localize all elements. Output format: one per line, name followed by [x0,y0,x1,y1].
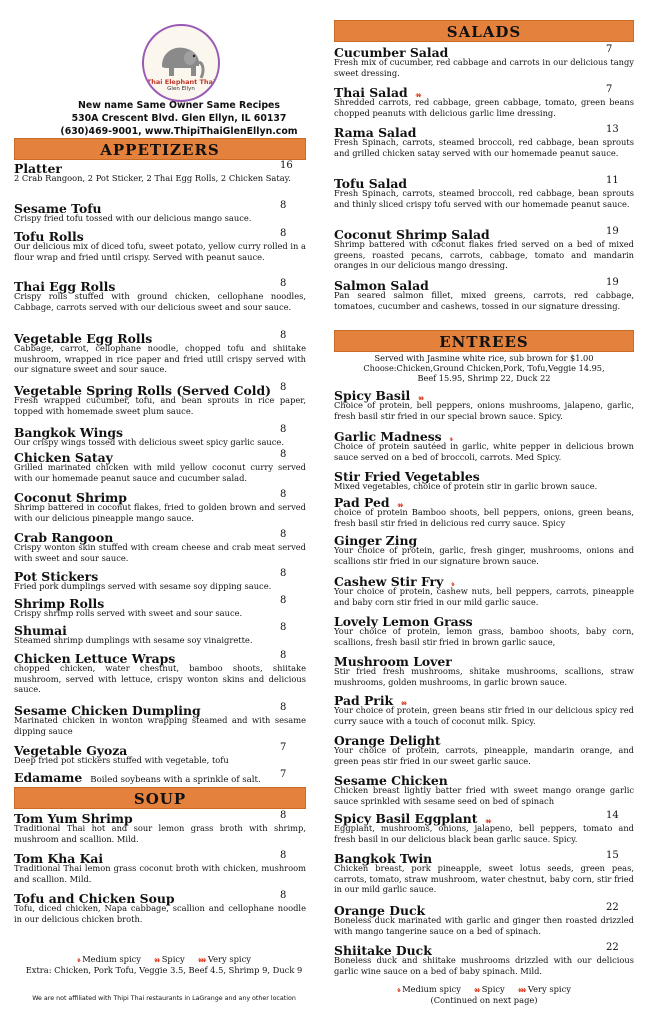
item-price: 8 [280,595,287,606]
salads-item [334,275,634,311]
entrees-item [334,651,634,687]
item-price: 8 [280,702,287,713]
item-description: Deep fried pot stickers stuffed with vegetable, tofu [14,755,229,765]
item-description: Crispy fried tofu tossed with our delicious mango sauce. [14,213,252,223]
entrees-spice-legend [334,984,634,995]
item-description: Marinated chicken in wonton wrapping steamed and with sesame dipping sauce [14,715,306,736]
entrees-item [334,611,634,647]
chili-pepper-icon: 𝓇𝓇 [154,954,160,964]
appetizers-item [14,740,306,766]
item-name: Coconut Shrimp [14,490,127,505]
appetizers-item [14,276,306,312]
item-description: Choice of protein, bell peppers, onions mushrooms, jalapeno, garlic, fresh basil stir fried in our special brown sauce. Spicy. [334,400,634,421]
item-description: Fresh mix of cucumber, red cabbage and carrots in our delicious tangy sweet dressing. [334,57,634,78]
item-name: Thai Egg Rolls [14,279,116,294]
item-name: Garlic Madness [334,429,442,444]
chili-pepper-icon: 𝓇 [449,433,453,443]
item-name: Cucumber Salad [334,45,449,60]
entrees-item [334,426,634,462]
item-name: Stir Fried Vegetables [334,469,480,484]
entrees-item [334,848,634,895]
item-name: Cashew Stir Fry [334,574,444,589]
chili-pepper-icon: 𝓇𝓇 [415,89,421,99]
item-name: Orange Delight [334,733,441,748]
item-description: Your choice of protein, lemon grass, bamboo shoots, baby corn, scallions, fresh basil stir fried in brown garlic sauce, [334,626,634,647]
chili-pepper-icon: 𝓇𝓇𝓇 [197,954,206,964]
item-name: Sesame Chicken Dumpling [14,703,201,718]
item-name: Sesame Tofu [14,201,102,216]
entrees-item [334,730,634,766]
entrees-item [334,385,634,421]
item-description: Boneless duck and shiitake mushrooms drizzled with our delicious garlic wine sauce on a bed of baby spinach. Mild. [334,955,634,976]
chili-pepper-icon: 𝓇 [77,954,80,964]
item-name: Thai Salad [334,85,408,100]
item-name: Vegetable Gyoza [14,743,128,758]
item-price: 13 [606,124,619,135]
item-name: Pad Prik [334,693,394,708]
item-name: Shiitake Duck [334,943,432,958]
chili-pepper-icon: 𝓇𝓇 [418,392,423,402]
item-description: Shredded carrots, red cabbage, green cabbage, tomato, green beans chopped peanuts with delicious garlic lime dressing. [334,97,634,118]
item-price: 22 [606,902,619,913]
item-description: Mixed vegetables, choice of protein stir in garlic brown sauce. [334,481,598,491]
soup-item [14,808,306,844]
item-description: Crispy wonton skin stuffed with cream cheese and crab meat served with sweet and sour sauce. [14,542,306,563]
chili-pepper-icon: 𝓇 [451,578,454,588]
item-description: Steamed shrimp dumplings with sesame soy vinaigrette. [14,635,253,645]
logo-subtext: Glen Ellyn [167,86,195,92]
item-description: Fresh wrapped cucumber, tofu, and bean sprouts in rice paper, topped with homemade sweet plum sauce. [14,395,306,416]
item-description: chopped chicken, water chestnut, bamboo shoots, shiitake mushroom, served with lettuce, crispy wonton skins and delicious sauce. [14,663,306,695]
salads-item [334,224,634,271]
item-description: Boiled soybeans with a sprinkle of salt. [90,775,261,785]
item-name: Pad Ped [334,495,390,510]
item-name: Chicken Lettuce Wraps [14,651,176,666]
item-name: Lovely Lemon Grass [334,614,473,629]
item-price: 8 [280,568,287,579]
appetizers-item [14,767,306,785]
entrees-note-3: Beef 15.95, Shrimp 22, Duck 22 [417,373,551,383]
entrees-item [334,466,634,492]
item-description: Pan seared salmon fillet, mixed greens, carrots, red cabbage, tomatoes, cucumber and cashews, tossed in our signature dressing. [334,290,634,311]
entrees-item [334,900,634,936]
legend-spicy-2: Spicy [481,984,505,994]
item-description: Fresh Spinach, carrots, steamed broccoli, red cabbage, bean sprouts and thinly sliced crispy tofu served with our homemade peanut sauce. [334,188,634,209]
item-price: 8 [280,489,287,500]
item-description: Grilled marinated chicken with mild yellow coconut curry served with our homemade peanut sauce and cucumber salad. [14,462,306,483]
item-description: Our delicious mix of diced tofu, sweet potato, yellow curry rolled in a flour wrap and fried until crispy. Served with peanut sauce. [14,241,306,262]
item-description: Your choice of protein, green beans stir fried in our delicious spicy red curry sauce with a touch of coconut milk. Spicy. [334,705,634,726]
item-price: 19 [606,226,619,237]
item-name: Tofu Salad [334,176,408,191]
item-price: 11 [606,175,619,186]
item-price: 8 [280,810,287,821]
appetizers-item [14,447,306,483]
item-description: Shrimp battered in coconut flakes, fried to golden brown and served with our delicious pineapple mango sauce. [14,502,306,523]
salads-item [334,82,634,118]
item-name: Tofu Rolls [14,229,84,244]
item-description: Your choice of protein, cashew nuts, bell peppers, carrots, pineapple and baby corn stir fried in our mild garlic sauce. [334,586,634,607]
extras-line: Extra: Chicken, Pork Tofu, Veggie 3.5, Beef 4.5, Shrimp 9, Duck 9 [25,965,303,975]
item-price: 7 [280,742,287,753]
entrees-item [334,530,634,566]
spice-legend [14,954,314,965]
appetizers-item [14,593,306,619]
item-description: Your choice of protein, garlic, fresh ginger, mushrooms, onions and scallions stir fried in our signature brown sauce. [334,545,634,566]
logo-text: Thai Elephant Thai [146,78,216,86]
entrees-item [334,770,634,806]
item-description: Fresh Spinach, carrots, steamed broccoli, red cabbage, bean sprouts and grilled chicken satay served with our homemade peanut sauce. [334,137,634,158]
item-name: Mushroom Lover [334,654,452,669]
item-name: Shumai [14,623,67,638]
legend-medium: Medium spicy [82,954,141,964]
item-price: 8 [280,330,287,341]
item-price: 22 [606,942,619,953]
salads-item [334,173,634,209]
legend-very-2: Very spicy [527,984,571,994]
entrees-item [334,571,634,607]
item-name: Orange Duck [334,903,426,918]
item-name: Chicken Satay [14,450,113,465]
chili-pepper-icon: 𝓇𝓇𝓇 [517,984,526,994]
item-description: Chicken breast, pork pineapple, sweet lotus seeds, green peas, carrots, tomato, straw mushroom, water chestnut, baby corn, stir fried in our mild garlic sauce. [334,863,634,895]
item-description: Eggplant, mushrooms, onions, jalapeno, bell peppers, tomato and fresh basil in our delicious black bean garlic sauce. Spicy. [334,823,634,844]
item-description: Choice of protein sautéed in garlic, white pepper in delicious brown sauce served on a bed of broccoli, carrots. Med Spicy. [334,441,634,462]
item-name: Shrimp Rolls [14,596,105,611]
item-name: Salmon Salad [334,278,429,293]
appetizers-banner: APPETIZERS [14,138,306,160]
chili-pepper-icon: 𝓇𝓇 [474,984,480,994]
item-price: 8 [280,622,287,633]
item-price: 8 [280,529,287,540]
item-price: 19 [606,277,619,288]
chili-pepper-icon: 𝓇 [397,984,400,994]
appetizers-item [14,328,306,375]
soup-item [14,848,306,884]
item-price: 8 [280,424,287,435]
entrees-item [334,808,634,844]
soup-item [14,888,306,924]
item-description: Crispy rolls stuffed with ground chicken, cellophane noodles, Cabbage, carrots served with our delicious sweet and sour sauce. [14,291,306,312]
footer-note: We are not affiliated with Thipi Thai restaurants in LaGrange and any other location [32,995,296,1002]
item-name: Crab Rangoon [14,530,114,545]
item-description: choice of protein Bamboo shoots, bell peppers, onions, green beans, fresh basil stir fried in delicious red curry sauce. Spicy [334,507,634,528]
item-name: Pot Stickers [14,569,99,584]
address: 530A Crescent Blvd. Glen Ellyn, IL 60137 [71,113,287,124]
soup-banner: SOUP [14,787,306,809]
chili-pepper-icon: 𝓇𝓇 [485,815,491,825]
entrees-note-1: Served with Jasmine white rice, sub brown for $1.00 [374,353,594,363]
chili-pepper-icon: 𝓇𝓇 [401,697,406,707]
item-name: Tom Yum Shrimp [14,811,133,826]
legend-medium-2: Medium spicy [402,984,461,994]
appetizers-item [14,198,306,224]
item-name: Spicy Basil Eggplant [334,811,478,826]
item-price: 7 [606,84,613,95]
item-name: Vegetable Spring Rolls (Served Cold) [14,383,271,398]
appetizers-item [14,487,306,523]
item-description: Tofu, diced chicken, Napa cabbage, scallion and cellophane noodle in our delicious chicken broth. [14,903,306,924]
item-name: Tofu and Chicken Soup [14,891,175,906]
item-name: Bangkok Wings [14,425,123,440]
item-price: 16 [280,160,293,171]
item-description: Crispy shrimp rolls served with sweet and sour sauce. [14,608,243,618]
item-description: Stir fried fresh mushrooms, shitake mushrooms, scallions, straw mushrooms, golden mushrooms, in garlic brown sauce. [334,666,634,687]
item-description: Boneless duck marinated with garlic and ginger then roasted drizzled with mango tangerine sauce on a bed of spinach. [334,915,634,936]
item-name: Spicy Basil [334,388,411,403]
legend-very: Very spicy [207,954,251,964]
salads-item [334,42,634,78]
item-price: 8 [280,449,287,460]
item-price: 8 [280,200,287,211]
entrees-note-2: Choose:Chicken,Ground Chicken,Pork, Tofu,Veggie 14.95, [363,363,605,373]
appetizers-item [14,380,306,416]
item-price: 8 [280,278,287,289]
item-description: Fried pork dumplings served with sesame soy dipping sauce. [14,581,272,591]
appetizers-item [14,422,306,448]
item-price: 14 [606,810,619,821]
item-description: 2 Crab Rangoon, 2 Pot Sticker, 2 Thai Egg Rolls, 2 Chicken Satay. [14,173,291,183]
chili-pepper-icon: 𝓇𝓇 [397,499,403,509]
entrees-item [334,492,634,528]
item-name: Sesame Chicken [334,773,448,788]
item-description: Our crispy wings tossed with delicious sweet spicy garlic sauce. [14,437,284,447]
legend-spicy: Spicy [161,954,185,964]
item-price: 8 [280,650,287,661]
item-price: 8 [280,382,287,393]
appetizers-item [14,648,306,695]
appetizers-item [14,700,306,736]
entrees-item [334,940,634,976]
contact-line: (630)469-9001, www.ThipiThaiGlenEllyn.com [60,126,298,137]
entrees-item [334,690,634,726]
item-description: Shrimp battered with coconut flakes fried served on a bed of mixed greens, roasted pecans, carrots, cabbage, tomato and mandarin oranges in our delicious mango dressing. [334,239,634,271]
item-name: Rama Salad [334,125,417,140]
elephant-logo-icon [142,24,220,102]
item-description: Traditional Thai hot and sour lemon grass broth with shrimp, mushroom and scallion. Mild. [14,823,306,844]
appetizers-item [14,566,306,592]
tagline: New name Same Owner Same Recipes [77,100,280,111]
item-description: Chicken breast lightly batter fried with sweet mango orange garlic sauce sprinkled with sesame seed on bed of spinach [334,785,634,806]
item-name: Bangkok Twin [334,851,433,866]
item-price: 7 [606,44,613,55]
item-price: 8 [280,850,287,861]
item-name: Platter [14,161,62,176]
item-description: Your choice of protein, carrots, pineapple, mandarin orange, and green peas stir fried in our sweet garlic sauce. [334,745,634,766]
item-price: 7 [280,769,287,780]
item-name: Coconut Shrimp Salad [334,227,490,242]
item-name: Edamame [14,770,83,785]
item-name: Ginger Zing [334,533,418,548]
salads-banner: SALADS [334,20,634,42]
item-price: 8 [280,890,287,901]
item-description: Traditional Thai lemon grass coconut broth with chicken, mushroom and scallion. Mild. [14,863,306,884]
item-price: 8 [280,228,287,239]
continued-note: (Continued on next page) [430,995,538,1005]
item-description: Cabbage, carrot, cellophane noodle, chopped tofu and shiitake mushroom, wrapped in rice paper and fried utill crispy served with our signature sweet and sour sauce. [14,343,306,375]
salads-item [334,122,634,158]
item-name: Tom Kha Kai [14,851,104,866]
appetizers-item [14,158,306,184]
appetizers-item [14,620,306,646]
item-name: Vegetable Egg Rolls [14,331,153,346]
appetizers-item [14,527,306,563]
appetizers-item [14,226,306,262]
item-price: 15 [606,850,619,861]
entrees-banner: ENTREES [334,330,634,352]
